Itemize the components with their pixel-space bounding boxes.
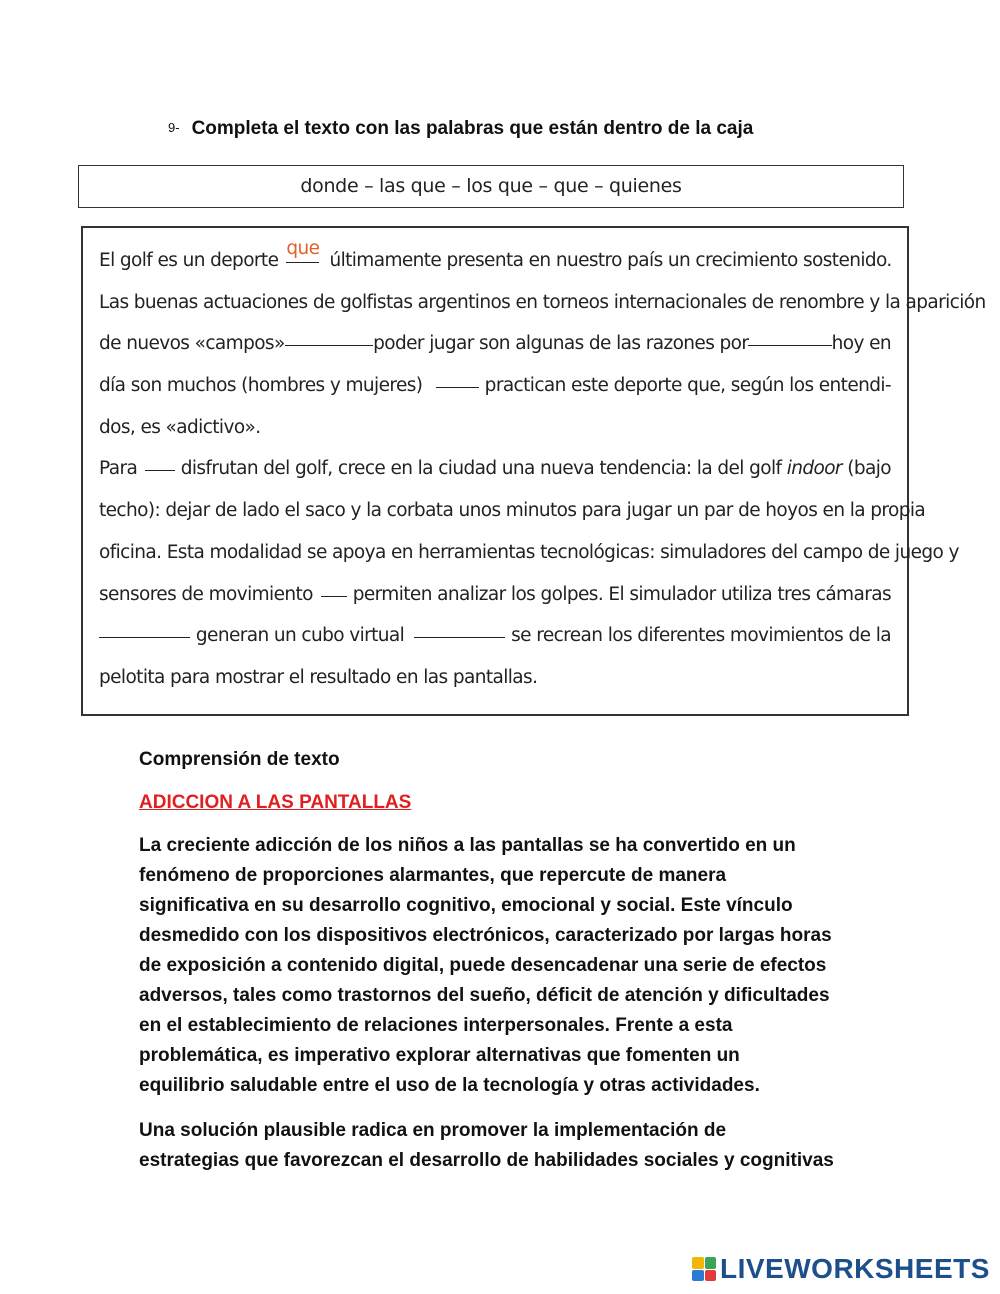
answer-blank-6[interactable] — [321, 574, 347, 597]
text-line: de nuevos «campos» poder jugar son algunas de las razones por hoy en — [99, 323, 891, 365]
reading-paragraph-2: Una solución plausible radica en promover la implementación de estrategias que favorezcan el desarrollo de habilidades sociales y cognitivas — [139, 1120, 834, 1171]
text-line: Las buenas actuaciones de golfistas argentinos en torneos internacionales de renombre y la aparición — [99, 291, 986, 313]
answer-blank-7[interactable] — [99, 615, 190, 638]
text-line: pelotita para mostrar el resultado en las pantallas. — [99, 666, 538, 688]
text-line: día son muchos (hombres y mujeres) practican este deporte que, según los entendi- — [99, 365, 891, 407]
fill-in-text-box — [81, 226, 986, 716]
answer-blank-2[interactable] — [285, 323, 373, 346]
section-subtitle: Comprensión de texto — [139, 749, 340, 770]
liveworksheets-logo-icon — [692, 1257, 716, 1281]
text-line: dos, es «adictivo». — [99, 416, 261, 438]
reading-title: ADICCION A LAS PANTALLAS — [139, 792, 412, 813]
text-line: techo): dejar de lado el saco y la corbata unos minutos para jugar un par de hoyos en la propia — [99, 500, 926, 522]
reading-paragraph-1: La creciente adicción de los niños a las pantallas se ha convertido en un fenómeno de proporciones alarmantes, que repercute de manera significativa en su desarrollo cognitivo, emocional y social. Este vínculo desmedido con los dispositivos electrónicos, caracterizado por largas horas de exposición a contenido digital, puede desencadenar una serie de efectos adversos, tales como trastornos del sueño, déficit de atención y dificultades en el establecimiento de relaciones interpersonales. Frente a esta problemática, es imperativo explorar alternativas que fomenten un equilibrio saludable entre el uso de la tecnología y otras actividades. — [139, 835, 832, 1096]
answer-blank-8[interactable] — [414, 615, 505, 638]
text-line: sensores de movimiento permiten analizar los golpes. El simulador utiliza tres cámaras — [99, 574, 891, 616]
text-line: Para disfrutan del golf, crece en la ciudad una nueva tendencia: la del golf indoor (bajo — [99, 448, 891, 490]
answer-blank-3[interactable] — [748, 323, 831, 346]
exercise-instruction — [168, 118, 753, 140]
answer-blank-4[interactable] — [436, 365, 478, 388]
liveworksheets-logo — [692, 1254, 990, 1284]
instruction-text: Completa el texto con las palabras que están dentro de la caja — [191, 118, 754, 139]
exercise-number: 9- — [168, 120, 180, 135]
text-line: El golf es un deporte que últimamente presenta en nuestro país un crecimiento sostenido. — [99, 238, 892, 271]
answer-blank-1[interactable]: que — [286, 240, 319, 263]
word-bank-box: donde – las que – los que – que – quienes — [78, 165, 904, 208]
text-line: oficina. Esta modalidad se apoya en herramientas tecnológicas: simuladores del campo de juego y — [99, 541, 959, 563]
logo-text: LIVEWORKSHEETS — [720, 1253, 990, 1284]
answer-blank-5[interactable] — [145, 448, 174, 471]
text-line: generan un cubo virtual se recrean los diferentes movimientos de la — [99, 615, 891, 657]
